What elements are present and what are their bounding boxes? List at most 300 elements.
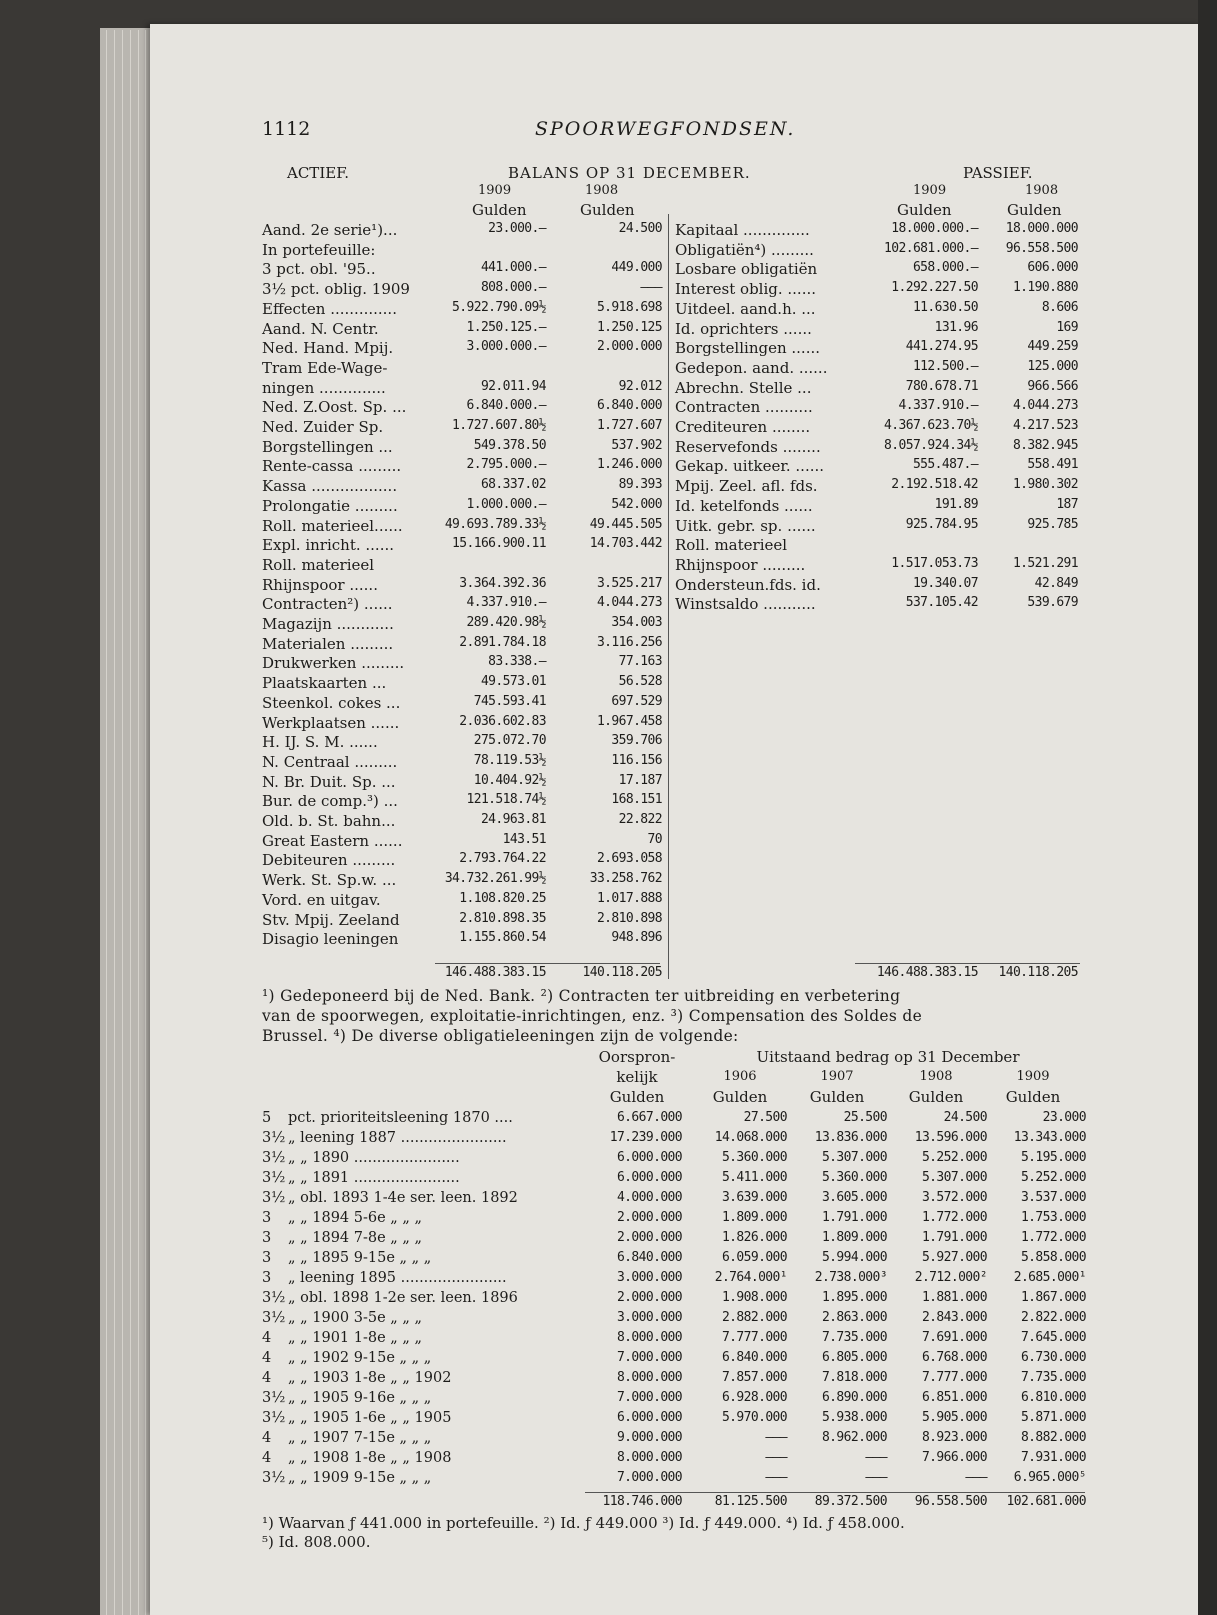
actief-row-1909: 83.338.— <box>488 654 546 670</box>
actief-row-1909: 1.108.820.25 <box>459 890 546 906</box>
actief-row-label: Disagio leeningen <box>262 930 399 949</box>
loans-row-1909: 5.871.000 <box>1020 1410 1086 1425</box>
loans-row-1908: 5.927.000 <box>921 1250 987 1265</box>
actief-row-label: Ned. Hand. Mpij. <box>262 339 394 358</box>
loans-row-1909: 1.867.000 <box>1020 1290 1086 1305</box>
loans-row-1907: 1.791.000 <box>821 1210 887 1225</box>
passief-row-1909: 2.192.518.42 <box>891 477 978 493</box>
actief-row <box>262 339 662 359</box>
loans-year: 1908 <box>919 1069 953 1084</box>
passief-row-label: Gekap. uitkeer. ...... <box>675 457 825 476</box>
actief-row-1909: 289.420.98½ <box>466 615 546 630</box>
passief-row <box>675 241 1078 261</box>
passief-row-1909: 191.89 <box>934 496 978 512</box>
actief-row-1909: 3.000.000.— <box>466 339 546 355</box>
loans-row <box>262 1330 1086 1350</box>
loans-row-1908: 24.500 <box>943 1110 987 1125</box>
loans-total-row <box>262 1494 1086 1514</box>
passief-row-1909: 11.630.50 <box>912 299 978 315</box>
passief-row-1908: 1.521.291 <box>1012 555 1078 571</box>
loans-row-1907: 3.605.000 <box>821 1190 887 1205</box>
page-leaf-edge <box>145 30 146 1615</box>
actief-row-label: N. Br. Duit. Sp. ... <box>262 772 396 791</box>
passief-table <box>675 221 1078 621</box>
actief-row <box>262 260 662 280</box>
loans-row-1909: 5.252.000 <box>1020 1170 1086 1185</box>
passief-row <box>675 339 1078 359</box>
passief-row-1908: 449.259 <box>1027 339 1078 355</box>
loans-row-label: „ leening 1895 ....................... <box>288 1270 507 1286</box>
loans-row-1906: ——— <box>765 1430 787 1445</box>
actief-row-label: Magazijn ............ <box>262 615 394 633</box>
actief-row-label: Roll. materieel <box>262 555 375 574</box>
actief-row-label: Rente-cassa ......... <box>262 457 402 476</box>
actief-row-1909: 2.810.898.35 <box>459 910 546 926</box>
actief-row-label: Contracten²) ...... <box>262 595 393 614</box>
loans-row-1906: 1.826.000 <box>721 1230 787 1245</box>
actief-row-1909: 143.51 <box>502 831 546 847</box>
actief-row <box>262 615 662 635</box>
passief-row <box>675 576 1078 596</box>
loans-row-1908: 5.252.000 <box>921 1150 987 1165</box>
actief-row-label: Effecten .............. <box>262 299 397 318</box>
loans-row-orig: 6.000.000 <box>616 1150 682 1165</box>
passief-row <box>675 556 1078 576</box>
loans-year: 1907 <box>820 1069 854 1084</box>
actief-unit-1909: Gulden <box>472 201 527 219</box>
actief-row-1909: 6.840.000.— <box>466 398 546 414</box>
loans-row-orig: 2.000.000 <box>616 1230 682 1245</box>
passief-row-label: Winstsaldo ........... <box>675 595 816 614</box>
passief-unit-1908: Gulden <box>1007 201 1062 219</box>
column-divider <box>668 214 669 979</box>
actief-row-1908: 14.703.442 <box>589 536 662 552</box>
page-leaf-edge <box>122 30 123 1615</box>
loans-row-1909: 2.822.000 <box>1020 1310 1086 1325</box>
loans-row-1907: 2.738.000³ <box>814 1270 887 1285</box>
actief-row <box>262 359 662 379</box>
actief-row <box>262 733 662 753</box>
passief-row-label: Uitdeel. aand.h. ... <box>675 299 816 318</box>
actief-row <box>262 497 662 517</box>
actief-row-label: Bur. de comp.³) ... <box>262 792 398 811</box>
loans-row-label: „ obl. 1893 1-4e ser. leen. 1892 <box>288 1190 518 1206</box>
loans-row-pct: 4 <box>262 1450 272 1466</box>
actief-row-1909: 1.155.860.54 <box>459 930 546 946</box>
page-leaf-edge <box>130 30 131 1615</box>
passief-row-1908: 18.000.000 <box>1005 221 1078 236</box>
actief-row-label: Drukwerken ......... <box>262 654 405 673</box>
passief-row-label: Rhijnspoor ......... <box>675 555 806 574</box>
loans-row-1906: 5.970.000 <box>721 1410 787 1425</box>
loans-row-label: „ „ 1909 9-15e „ „ „ <box>288 1470 432 1486</box>
loans-row-1909: 6.965.000⁵ <box>1013 1470 1086 1485</box>
actief-row-label: Tram Ede-Wage- <box>262 358 388 377</box>
loans-row-label: „ „ 1905 9-16e „ „ „ <box>288 1390 432 1406</box>
loans-row-pct: 3½ <box>262 1390 286 1406</box>
actief-row <box>262 517 662 537</box>
passief-year-1909: 1909 <box>913 183 947 198</box>
passief-row-1909: 4.337.910.— <box>898 398 978 414</box>
note-line: van de spoorwegen, exploitatie-inrichtingen, enz. ³) Compensation des Soldes de <box>262 1007 923 1025</box>
actief-row-label: Expl. inricht. ...... <box>262 536 395 555</box>
loans-total-1907: 89.372.500 <box>814 1494 887 1509</box>
actief-row <box>262 753 662 773</box>
loans-row-orig: 3.000.000 <box>616 1310 682 1325</box>
actief-row-1909: 441.000.— <box>480 260 546 276</box>
loans-row <box>262 1110 1086 1130</box>
actief-row-label: 3 pct. obl. '95.. <box>262 260 376 279</box>
loans-row-pct: 3½ <box>262 1170 286 1186</box>
passief-row-1908: 558.491 <box>1027 457 1078 473</box>
actief-row <box>262 221 662 241</box>
actief-row-1909: 68.337.02 <box>480 477 546 493</box>
loans-row <box>262 1370 1086 1390</box>
actief-row-1908: 537.902 <box>611 437 662 453</box>
loans-row-1908: 1.791.000 <box>921 1230 987 1245</box>
loans-row <box>262 1170 1086 1190</box>
actief-row <box>262 714 662 734</box>
actief-row <box>262 911 662 931</box>
loans-row-label: „ obl. 1898 1-2e ser. leen. 1896 <box>288 1290 518 1306</box>
loans-row-pct: 3½ <box>262 1130 286 1146</box>
actief-row-label: Plaatskaarten ... <box>262 674 387 693</box>
passief-row-1908: 4.217.523 <box>1012 418 1078 433</box>
actief-row <box>262 379 662 399</box>
passief-total-row <box>675 965 1078 985</box>
loans-total-rule <box>585 1492 1085 1493</box>
passief-total-rule <box>855 963 1080 964</box>
actief-row <box>262 418 662 438</box>
loans-row-orig: 6.000.000 <box>616 1410 682 1425</box>
actief-row-1909: 49.573.01 <box>480 674 546 690</box>
loans-row-1909: 3.537.000 <box>1020 1190 1086 1205</box>
actief-row-1908: 542.000 <box>611 496 662 512</box>
actief-row-1908: 5.918.698 <box>596 299 662 315</box>
actief-row-1908: 1.246.000 <box>596 457 662 473</box>
actief-row-label: Great Eastern ...... <box>262 831 403 850</box>
loans-unit: Gulden <box>1005 1088 1061 1106</box>
actief-row-1908: 2.000.000 <box>596 339 662 355</box>
actief-row-label: Vord. en uitgav. <box>262 890 381 909</box>
loans-row-1908: 8.923.000 <box>921 1430 987 1445</box>
actief-row <box>262 576 662 596</box>
loans-row <box>262 1130 1086 1150</box>
actief-row-1909: 49.693.789.33½ <box>444 516 546 532</box>
loans-row-1909: 5.195.000 <box>1020 1150 1086 1165</box>
passief-unit-1909: Gulden <box>897 201 952 219</box>
loans-row <box>262 1410 1086 1430</box>
passief-row-label: Contracten .......... <box>675 398 813 417</box>
loans-total-1906: 81.125.500 <box>714 1494 787 1509</box>
loans-row-1907: 8.962.000 <box>821 1430 887 1445</box>
loans-row-1909: 7.931.000 <box>1020 1450 1086 1465</box>
loans-row-1909: 23.000 <box>1042 1110 1086 1125</box>
passief-row-1908: 1.190.880 <box>1012 280 1078 296</box>
loans-total-orig: 118.746.000 <box>602 1494 682 1509</box>
actief-row-1909: 5.922.790.09½ <box>452 299 546 315</box>
actief-row <box>262 300 662 320</box>
actief-row <box>262 536 662 556</box>
actief-row-1909: 275.072.70 <box>473 733 546 749</box>
passief-row-1909: 112.500.— <box>912 358 978 374</box>
loans-row <box>262 1150 1086 1170</box>
loans-row-1906: 6.928.000 <box>721 1390 787 1405</box>
loans-row-1909: 13.343.000 <box>1013 1130 1086 1145</box>
passief-row <box>675 418 1078 438</box>
actief-label: ACTIEF. <box>287 164 350 182</box>
passief-row-label: Abrechn. Stelle ... <box>675 378 812 397</box>
loans-row-label: „ „ 1894 5-6e „ „ „ <box>288 1210 423 1226</box>
passief-row <box>675 398 1078 418</box>
actief-row-1908: 56.528 <box>618 674 662 690</box>
loans-row-1906: 3.639.000 <box>721 1190 787 1205</box>
actief-row-label: 3½ pct. oblig. 1909 <box>262 280 410 299</box>
loans-row-pct: 3 <box>262 1210 272 1226</box>
passief-row-1908: 42.849 <box>1034 575 1078 591</box>
passief-row-1909: 1.292.227.50 <box>891 280 978 296</box>
actief-row <box>262 398 662 418</box>
passief-row-1908: 925.785 <box>1027 516 1078 532</box>
loans-row-1907: 5.938.000 <box>821 1410 887 1425</box>
loans-row-label: pct. prioriteitsleening 1870 .... <box>288 1110 513 1126</box>
loans-row-1908: 13.596.000 <box>914 1130 987 1145</box>
passief-row <box>675 260 1078 280</box>
actief-row-label: ningen .............. <box>262 378 386 397</box>
actief-row-label: Aand. 2e serie¹)... <box>262 221 398 239</box>
loans-row-1907: 6.890.000 <box>821 1390 887 1405</box>
passief-row-1908: 539.679 <box>1027 595 1078 611</box>
loans-row-1909: 7.735.000 <box>1020 1370 1086 1385</box>
actief-row-1908: 70 <box>647 831 662 847</box>
passief-row-label: Ondersteun.fds. id. <box>675 575 821 594</box>
passief-row-label: Gedepon. aand. ...... <box>675 358 828 377</box>
actief-row-1908: 3.116.256 <box>596 634 662 650</box>
actief-row-1909: 78.119.53½ <box>473 752 546 768</box>
loans-row-1908: 5.905.000 <box>921 1410 987 1425</box>
loans-row-label: „ „ 1908 1-8e „ „ 1908 <box>288 1450 452 1466</box>
actief-row-1909: 1.250.125.— <box>466 319 546 335</box>
loans-row <box>262 1250 1086 1270</box>
loans-row-orig: 2.000.000 <box>616 1210 682 1225</box>
passief-row-1909: 19.340.07 <box>912 575 978 591</box>
loans-row-pct: 3½ <box>262 1310 286 1326</box>
loans-row-1907: 5.360.000 <box>821 1170 887 1185</box>
passief-row-1908: 8.606 <box>1041 299 1078 315</box>
loans-table <box>262 1110 1086 1495</box>
actief-row <box>262 438 662 458</box>
passief-row-1909: 780.678.71 <box>905 378 978 394</box>
loans-row-orig: 2.000.000 <box>616 1290 682 1305</box>
actief-row-1908: 1.967.458 <box>596 713 662 729</box>
actief-row-label: Ned. Zuider Sp. <box>262 418 384 436</box>
actief-row-1909: 3.364.392.36 <box>459 575 546 591</box>
actief-row-1909: 2.036.602.83 <box>459 713 546 729</box>
loans-row-label: „ „ 1905 1-6e „ „ 1905 <box>288 1410 452 1426</box>
passief-row-1909: 441.274.95 <box>905 339 978 355</box>
actief-row-1909: 10.404.92½ <box>473 772 546 788</box>
loans-row-1906: 1.908.000 <box>721 1290 787 1305</box>
actief-row-1908: 49.445.505 <box>589 516 662 532</box>
page-number: 1112 <box>262 118 311 140</box>
actief-row-1909: 34.732.261.99½ <box>444 871 546 887</box>
loans-unit: Gulden <box>609 1088 665 1106</box>
loans-total-1908: 96.558.500 <box>914 1494 987 1509</box>
passief-row-1909: 925.784.95 <box>905 516 978 532</box>
actief-row-label: Werkplaatsen ...... <box>262 713 400 732</box>
actief-total-rule <box>435 963 660 964</box>
actief-row <box>262 457 662 477</box>
actief-row-1908: 17.187 <box>618 772 662 788</box>
passief-row-1909: 555.487.— <box>912 457 978 473</box>
actief-row-1908: 1.250.125 <box>596 319 662 335</box>
passief-row-1909: 18.000.000.— <box>891 221 978 236</box>
loans-row-orig: 8.000.000 <box>616 1370 682 1385</box>
passief-row <box>675 595 1078 615</box>
passief-row-label: Borgstellingen ...... <box>675 339 820 358</box>
passief-row <box>675 280 1078 300</box>
loans-row-orig: 8.000.000 <box>616 1450 682 1465</box>
passief-year-1908: 1908 <box>1025 183 1059 198</box>
actief-row-1909: 4.337.910.— <box>466 595 546 611</box>
loans-row <box>262 1350 1086 1370</box>
loans-col-outstanding: Uitstaand bedrag op 31 December <box>756 1048 1020 1066</box>
loans-row-1906: 2.764.000¹ <box>714 1270 787 1285</box>
actief-row <box>262 241 662 261</box>
loans-row-orig: 8.000.000 <box>616 1330 682 1345</box>
loans-row-orig: 7.000.000 <box>616 1390 682 1405</box>
passief-row <box>675 221 1078 241</box>
loans-row-1909: 1.753.000 <box>1020 1210 1086 1225</box>
actief-row-1908: 1.727.607 <box>596 418 662 433</box>
loans-row-label: „ „ 1890 ....................... <box>288 1150 460 1166</box>
loans-row-1907: 1.895.000 <box>821 1290 887 1305</box>
loans-row-pct: 3½ <box>262 1150 286 1166</box>
loans-row-1907: 5.994.000 <box>821 1250 887 1265</box>
passief-row-label: Id. ketelfonds ...... <box>675 496 813 515</box>
actief-row-label: In portefeuille: <box>262 240 376 259</box>
actief-row <box>262 595 662 615</box>
loans-row-label: „ „ 1907 7-15e „ „ „ <box>288 1430 432 1446</box>
actief-row-label: Kassa .................. <box>262 477 398 496</box>
loans-row-1906: 7.777.000 <box>721 1330 787 1345</box>
loans-year: 1909 <box>1016 1069 1050 1084</box>
actief-row-label: Old. b. St. bahn... <box>262 812 396 830</box>
actief-row <box>262 930 662 950</box>
passief-row <box>675 497 1078 517</box>
loans-row-1907: 25.500 <box>843 1110 887 1125</box>
actief-row-1908: 6.840.000 <box>596 398 662 414</box>
loans-row-pct: 4 <box>262 1350 272 1366</box>
loans-row-pct: 4 <box>262 1430 272 1446</box>
passief-row <box>675 517 1078 537</box>
balance-title: BALANS OP 31 DECEMBER. <box>508 164 751 182</box>
loans-row <box>262 1310 1086 1330</box>
loans-row-1908: 7.777.000 <box>921 1370 987 1385</box>
loans-row-1908: 2.843.000 <box>921 1310 987 1325</box>
actief-row-1908: 449.000 <box>611 260 662 276</box>
loans-row <box>262 1390 1086 1410</box>
loans-row-1907: ——— <box>865 1450 887 1465</box>
loans-row-1908: 7.966.000 <box>921 1450 987 1465</box>
actief-row-1908: 77.163 <box>618 654 662 670</box>
book-spine-shadow <box>1198 0 1217 1615</box>
actief-row-1908: 24.500 <box>618 221 662 236</box>
loans-row-1908: 1.772.000 <box>921 1210 987 1225</box>
actief-total-row <box>262 965 662 985</box>
loans-row-label: „ „ 1895 9-15e „ „ „ <box>288 1250 432 1266</box>
loans-row <box>262 1190 1086 1210</box>
actief-row <box>262 812 662 832</box>
actief-total-1909: 146.488.383.15 <box>444 965 546 980</box>
passief-row-1909: 537.105.42 <box>905 595 978 611</box>
loans-row-orig: 7.000.000 <box>616 1350 682 1365</box>
loans-row <box>262 1470 1086 1490</box>
actief-row <box>262 280 662 300</box>
loans-row-1909: 6.810.000 <box>1020 1390 1086 1405</box>
footnote: ¹) Waarvan ƒ 441.000 in portefeuille. ²) Id. ƒ 449.000 ³) Id. ƒ 449.000. ⁴) Id. ƒ 458.000. <box>262 1514 905 1532</box>
loans-row-1907: 7.818.000 <box>821 1370 887 1385</box>
page-leaf-edge <box>106 30 107 1615</box>
actief-row-1908: 168.151 <box>611 792 662 808</box>
page-leaf-edge <box>138 30 139 1615</box>
loans-row-orig: 3.000.000 <box>616 1270 682 1285</box>
loans-row-pct: 3½ <box>262 1410 286 1426</box>
actief-row-label: Materialen ......... <box>262 634 394 653</box>
loans-col-orig: kelijk <box>616 1068 658 1086</box>
passief-row-1908: 606.000 <box>1027 260 1078 276</box>
loans-row-1906: 6.059.000 <box>721 1250 787 1265</box>
loans-unit: Gulden <box>908 1088 964 1106</box>
loans-row-1909: 1.772.000 <box>1020 1230 1086 1245</box>
note-line: ¹) Gedeponeerd bij de Ned. Bank. ²) Contracten ter uitbreiding en verbetering <box>262 987 901 1005</box>
passief-row-1909: 4.367.623.70½ <box>884 418 978 433</box>
actief-row-1909: 2.891.784.18 <box>459 634 546 650</box>
loans-row-1906: 6.840.000 <box>721 1350 787 1365</box>
actief-row-1908: 22.822 <box>618 812 662 827</box>
loans-row <box>262 1290 1086 1310</box>
loans-row-1909: 5.858.000 <box>1020 1250 1086 1265</box>
actief-row <box>262 832 662 852</box>
actief-row-1909: 24.963.81 <box>480 812 546 827</box>
loans-row-orig: 4.000.000 <box>616 1190 682 1205</box>
passief-row <box>675 457 1078 477</box>
actief-row-1908: 3.525.217 <box>596 575 662 591</box>
passief-row <box>675 438 1078 458</box>
loans-row-1906: 7.857.000 <box>721 1370 787 1385</box>
loans-row <box>262 1230 1086 1250</box>
passief-row-label: Obligatiën⁴) ......... <box>675 240 814 259</box>
loans-row-1908: 3.572.000 <box>921 1190 987 1205</box>
loans-total-1909: 102.681.000 <box>1006 1494 1086 1509</box>
passief-row-1909: 8.057.924.34½ <box>884 437 978 453</box>
actief-row-1908: 4.044.273 <box>596 595 662 611</box>
actief-row <box>262 694 662 714</box>
loans-row-1907: 1.809.000 <box>821 1230 887 1245</box>
loans-row-1909: 7.645.000 <box>1020 1330 1086 1345</box>
loans-year: 1906 <box>723 1069 757 1084</box>
actief-row <box>262 851 662 871</box>
actief-row <box>262 891 662 911</box>
loans-row-pct: 3 <box>262 1270 272 1286</box>
loans-row-pct: 5 <box>262 1110 272 1126</box>
actief-row-label: H. IJ. S. M. ...... <box>262 733 378 752</box>
loans-row-label: „ „ 1900 3-5e „ „ „ <box>288 1310 423 1326</box>
loans-row-1906: ——— <box>765 1450 787 1465</box>
actief-row-1908: 2.810.898 <box>596 910 662 926</box>
passief-row-label: Mpij. Zeel. afl. fds. <box>675 477 818 496</box>
loans-row-label: „ „ 1891 ....................... <box>288 1170 460 1186</box>
